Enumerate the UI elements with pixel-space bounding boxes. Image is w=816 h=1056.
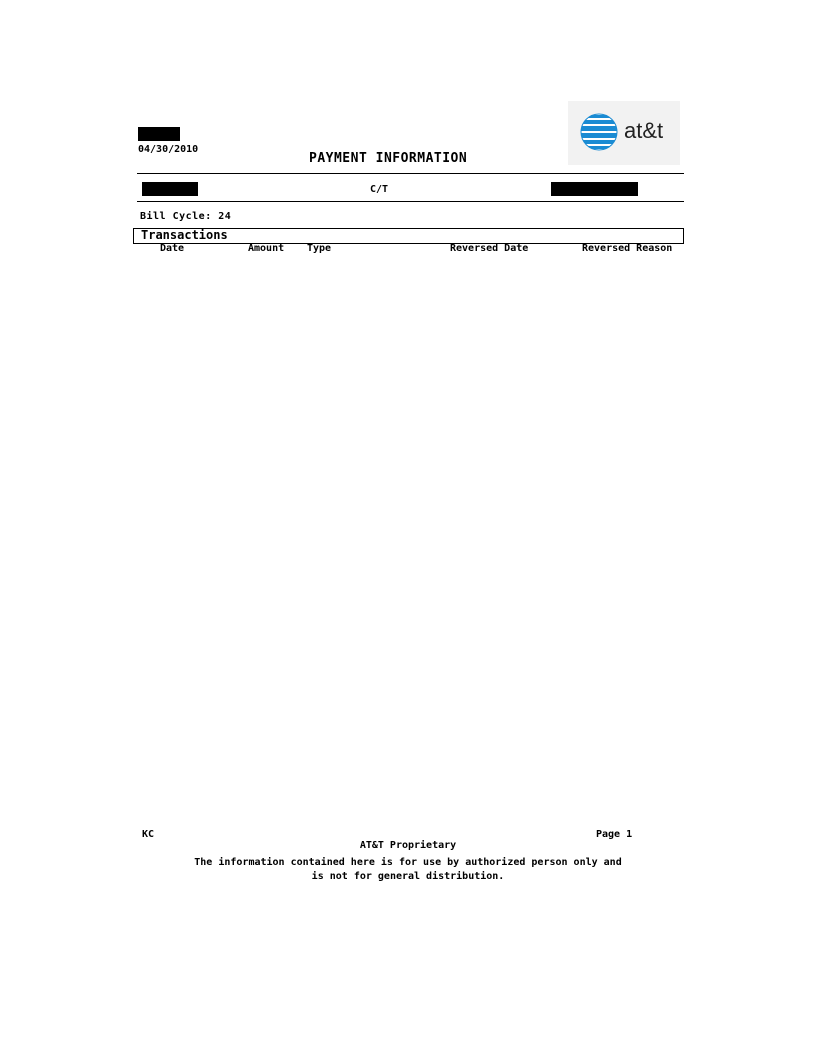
report-date: 04/30/2010 [138, 144, 199, 155]
redacted-account-number [142, 182, 198, 196]
redacted-phone-number [551, 182, 638, 196]
disclaimer-line-1: The information contained here is for use by authorized person only and [194, 857, 622, 868]
column-header-type: Type [307, 243, 332, 254]
transactions-label: Transactions [141, 228, 228, 242]
column-header-date: Date [160, 243, 185, 254]
att-globe-icon [580, 112, 618, 152]
disclaimer-line-2: is not for general distribution. [311, 871, 505, 882]
column-header-reversed-reason: Reversed Reason [582, 243, 673, 254]
bill-cycle: Bill Cycle: 24 [140, 211, 232, 222]
att-logo-text: at&t [624, 118, 664, 143]
divider-top [137, 173, 684, 174]
page-title: PAYMENT INFORMATION [309, 151, 468, 166]
redacted-account-name [138, 127, 180, 141]
divider-bottom [137, 201, 684, 202]
footer-code: KC [142, 829, 155, 840]
proprietary-notice: AT&T Proprietary [359, 840, 457, 851]
page-number: Page 1 [596, 829, 633, 840]
column-header-reversed-date: Reversed Date [450, 243, 529, 254]
column-header-amount: Amount [248, 243, 285, 254]
ct-label: C/T [370, 184, 389, 195]
